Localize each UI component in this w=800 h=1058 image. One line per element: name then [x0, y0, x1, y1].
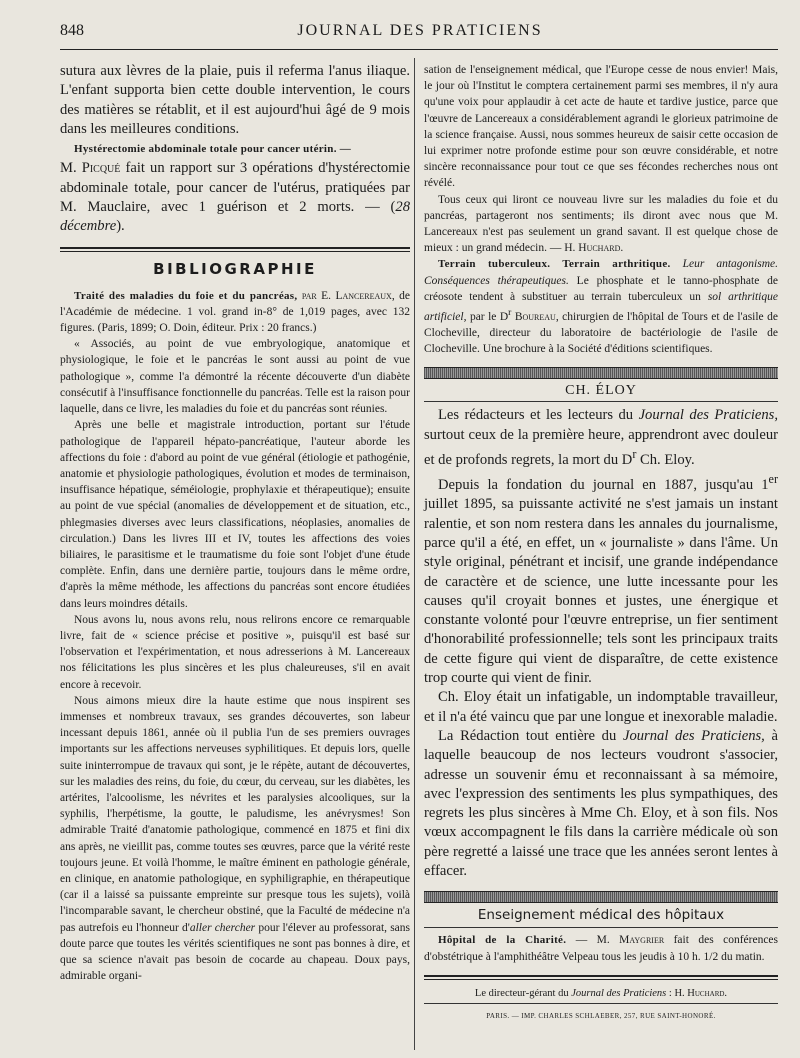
teaching-heading: Enseignement médical des hôpitaux [477, 907, 725, 924]
eloy-p2b: juillet 1895, sa puissante activité ne s'est jamais un instant ralentie, et son nom restera dans les annales du journalisme, parce qu'il a été, en effet, un « journaliste » dans l'âme. Un style original, pénétrant et incisif, une grande indépendance de caractère et de science, une lutte incessante pour les causes qu'il croyait bonnes et justes, une énergique et constante volonté pour l'œuvre entreprise, un fier sentiment d'honorabilité professionnelle; tels sont les principaux traits de cette figure qui vient de disparaître, de cette existence trop courte qui vient de finir. [424, 496, 778, 687]
printer-line: PARIS. — IMP. CHARLES SCHLAEBER, 257, RUE SAINT-HONORÉ. [486, 1011, 716, 1020]
book-info: de l'Académie de médecine. 1 vol. grand in-8° de 1,019 pages, avec 132 figures. (Paris, 1899; O. Doin, éditeur. Prix : 20 francs.) [60, 289, 410, 335]
eloy-p1b: surtout ceux de la première heure, apprendront avec douleur et de profonds regrets, la mort du D [424, 426, 778, 468]
hospital-notice [424, 932, 778, 964]
eloy-p1-italic: Journal des Praticiens, [638, 407, 778, 424]
hysterectomy-end: ). [116, 218, 125, 235]
header-rule [60, 49, 778, 50]
page-header [60, 22, 780, 48]
hysterectomy-title: Hystérectomie abdominale totale pour cancer utérin. — [74, 143, 352, 156]
director-b: : H. Huchard. [666, 987, 728, 999]
eloy-p4b: à laquelle beaucoup de nos lecteurs voudront s'associer, adresse un souvenir ému et reconnaissant à sa mémoire, avec l'expression des sentiments les plus sympathiques, des regrets les plus sincères à Mme Ch. Eloy, et à son fils. Nos vœux accompagnent le fils dans la carrière médicale où son père regretté a laissé une trace que les années seront lentes à effacer. [424, 727, 778, 880]
director-italic: Journal des Praticiens [571, 987, 667, 999]
book-citation [60, 288, 410, 337]
director-rule [424, 1003, 778, 1004]
review-paragraph-4-italic: aller chercher [189, 921, 256, 934]
book-author: par E. Lancereaux, [297, 289, 395, 302]
hospital-body: fait des conférences d'obstétrique à l'amphithéâtre Velpeau tous les jeudis à 10 h. 1/2 du matin. [424, 934, 778, 963]
eloy-p1c: Ch. Eloy. [636, 451, 695, 468]
terrain-italic-2: sol arthritique artificiel, [424, 290, 778, 323]
eloy-heading: CH. ÉLOY [565, 383, 637, 399]
terrain-sup: r [508, 307, 512, 319]
hysterectomy-body: fait un rapport sur 3 opérations d'hystérectomie abdominale totale, pour cancer de l'utérus, pratiquées par M. Mauclaire, avec 1 guérison et 2 morts. — ( [60, 160, 410, 216]
terrain-title: Terrain tuberculeux. Terrain arthritique. [438, 258, 671, 271]
eloy-banner [424, 367, 778, 379]
left-column [60, 62, 410, 984]
intro-paragraph: sutura aux lèvres de la plaie, puis il referma l'anus iliaque. L'enfant supporta bien cette double intervention, le cours des matières se rétablit, et il est aujourd'hui âgé de 9 mois dans les meilleures conditions. [60, 63, 410, 137]
review-paragraph-4 [60, 693, 410, 985]
terrain-citation [424, 256, 778, 357]
hysterectomy-author: M. Picqué [60, 160, 121, 177]
hysterectomy-date: 28 décembre [60, 199, 410, 235]
book-title: Traité des maladies du foie et du pancréas, [74, 289, 298, 302]
eloy-p4a: La Rédaction tout entière du [438, 727, 623, 744]
terrain-body-2: par le D [466, 310, 509, 323]
review-paragraph-4a: Nous aimons mieux dire la haute estime que nous inspirent ses immenses et nombreux travaux, ses grandes découvertes, son labeur incessant depuis 1861, année où il publia l'un de ses premiers ouvrages importants sur les affections nerveuses syphilitiques. Et depuis lors, quelle suite ininterrompue de travaux qui sont, je le répète, autant de découvertes, sur les maladies des reins, du foie, du cœur, du cerveau, sur les diabètes, les artérites, l'alcoolisme, les névrites et les paralysies alcooliques, sur la syphilis, l'herpétisme, la goutte, le paludisme, les anévrysmes! Son admirable Traité d'anatomie pathologique, commencé en 1875 et fini dix ans après, ne vieillit pas, comme toutes ses œuvres, parce que la vérité reste toujours jeune. Et voilà l'homme, le maître éminent en pathologie générale, en clinique, en anatomie pathologique, en syphiligraphie, en thérapeutique (car il a laissé sa puissante empreinte sur presque tous les sujets), voilà l'incomparable savant, le chercheur obstiné, que la Faculté de médecine n'a pas autrefois eu l'honneur d' [60, 694, 410, 934]
eloy-p4-italic: Journal des Praticiens, [622, 727, 765, 744]
eloy-p2-sup: er [768, 472, 778, 487]
hospital-dash: — M. [566, 934, 620, 947]
teaching-banner [424, 891, 778, 903]
director-line [424, 988, 778, 999]
terrain-subtitle: Leur antagonisme. Conséquences thérapeutiques. [424, 258, 779, 287]
footer-rule [424, 975, 778, 980]
eloy-p2a: Depuis la fondation du journal en 1887, jusqu'au 1 [438, 477, 769, 494]
eloy-paragraph-2 [424, 470, 778, 688]
page-number: 848 [60, 22, 84, 39]
terrain-body-1: Le phosphate et le tanno-phosphate de créosote tendent à substituer au terrain tuberculeux un [424, 274, 779, 303]
eloy-p1a: Les rédacteurs et les lecteurs du [438, 407, 639, 424]
terrain-body-3: chirurgien de l'hôpital de Tours et de l'asile de Clocheville, directeur du laboratoire de bactériologie de l'asile de Clocheville. Une brochure à la Société d'éditions scientifiques. [424, 310, 778, 356]
section-divider [60, 247, 410, 252]
eloy-paragraph-3: Ch. Eloy était un infatigable, un indomptable travailleur, et il n'a été vaincu que par une longue et inexorable maladie. [424, 689, 778, 725]
eloy-heading-rule [424, 401, 778, 402]
hospital-title: Hôpital de la Charité. [438, 934, 567, 947]
terrain-author: Boureau, [511, 310, 559, 323]
review-signature: H. Huchard. [564, 242, 624, 255]
hysterectomy-paragraph [60, 139, 410, 236]
teaching-heading-rule [424, 927, 778, 928]
eloy-paragraph-4 [424, 727, 778, 881]
hospital-author: Maygrier [619, 934, 665, 947]
review-continuation: sation de l'enseignement médical, que l'Europe cesse de nous envier! Mais, le jour où l'Institut le comptera certainement parmi ses membres, il n'y aura qu'une voix pour applaudir à cet acte de haute et tardive justice, parce que l'œuvre de Lancereaux a considérablement agrandi le glorieux patrimoine de la science française. Aussi, nous sommes heureux de saisir cette occasion de lui exprimer notre profonde estime pour son œuvre considérable, et notre sincère reconnaissance pour tout ce que ses fécondes recherches nous ont révélé. [424, 64, 778, 190]
review-paragraph-4b: pour l'élever au professorat, sans doute parce que toutes les vérités scientifiques ne sont pas bonnes à dire, et que sa science n'avait pas besoin de cocarde au chapeau. Doux pays, admirable organi- [60, 921, 410, 983]
bibliography-heading: BIBLIOGRAPHIE [153, 259, 317, 278]
review-paragraph-1: « Associés, au point de vue embryologique, anatomique et physiologique, le foie et le pancréas le sont aussi au point de vue pathologique », comme l'a démontré la récente découverte d'un diabète consécutif à l'insuffisance fonctionnelle du pancréas. Telle est la raison pour laquelle, dans ce livre, les maladies du foie et du pancréas sont réunies. [60, 338, 410, 416]
column-divider [414, 58, 415, 1050]
review-paragraph-3: Nous avons lu, nous avons relu, nous relirons encore ce remarquable livre, fait de « science précise et positive », puisqu'il est basé sur l'observation et l'expérimentation, et nous adresserions à M. Lancereaux nos félicitations les plus sincères et les plus chaleureuses, s'il en avait encore à recevoir. [60, 613, 410, 691]
right-column [424, 62, 778, 1020]
review-closing-text: Tous ceux qui liront ce nouveau livre sur les maladies du foie et du pancréas, partageront nos sentiments; ils diront avec nous que M. Lancereaux n'est pas seulement un grand savant. Il est quelque chose de mieux : un grand médecin. — [424, 193, 778, 255]
review-paragraph-2: Après une belle et magistrale introduction, portant sur l'étude pathologique de l'appareil hépato-pancréatique, l'auteur aborde les affections du foie : d'abord au point de vue général (étiologie et pathogénie, anatomie et physiologie pathologiques, évolution et modes de terminaison, insuffisance hépatique, séméiologie, prophylaxie et thérapeutique); ensuite au point de vue spécial (anomalies de développement et de situation, etc., phlegmasies diverses avec leurs classifications, néoplasies, anomalies de circulation.) Dans les livres III et IV, toutes les affections des voies biliaires, le parasitisme et le traumatisme du foie sont l'objet d'une étude complète. Enfin, dans une dernière partie, toujours dans le même ordre, d'après la même méthode, les affections du pancréas sont encore étudiées dans leurs moindres détails. [60, 419, 410, 610]
journal-title: JOURNAL DES PRATICIENS [297, 22, 543, 39]
director-a: Le directeur-gérant du [474, 987, 572, 999]
eloy-p1-sup: r [632, 447, 637, 462]
review-closing [424, 192, 778, 257]
eloy-paragraph-1 [424, 406, 778, 470]
